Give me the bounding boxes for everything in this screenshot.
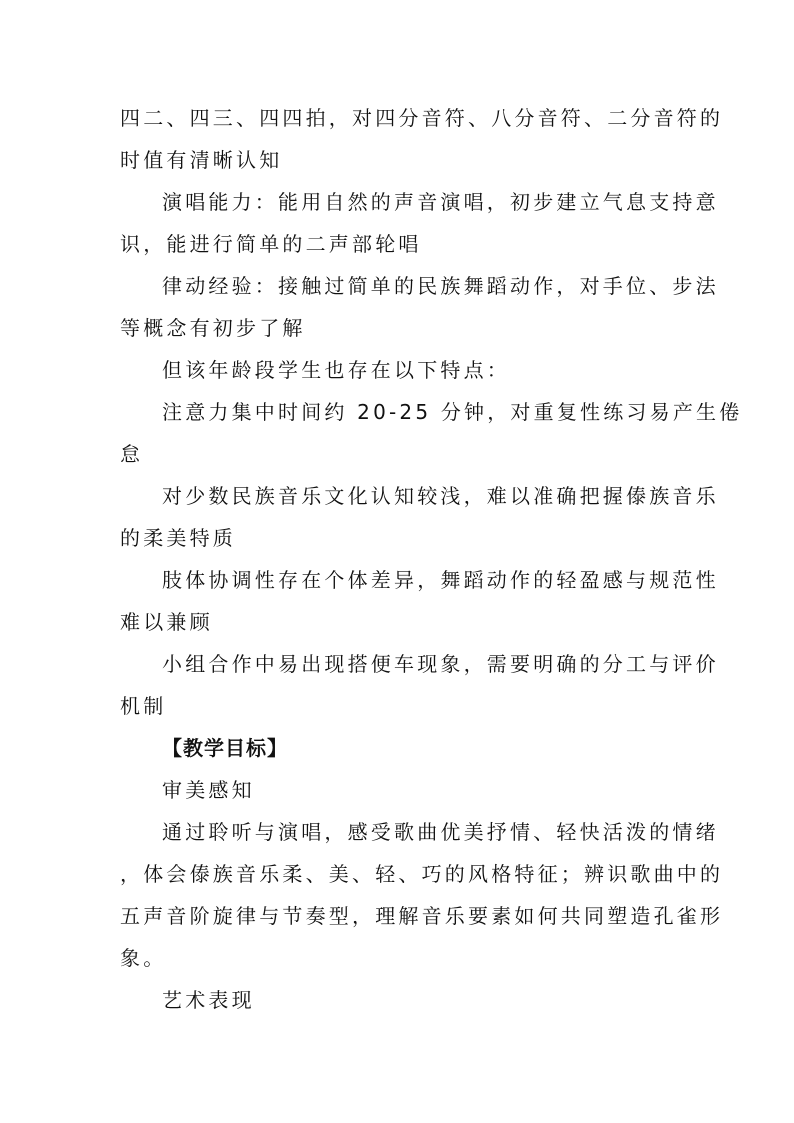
paragraph-line: 识，能进行简单的二声部轮唱 <box>120 232 422 256</box>
paragraph-line: 肢体协调性存在个体差异，舞蹈动作的轻盈感与规范性 <box>162 568 719 592</box>
paragraph-line: 五声音阶旋律与节奏型，理解音乐要素如何共同塑造孔雀形 <box>120 904 724 928</box>
paragraph-line: 难以兼顾 <box>120 610 213 634</box>
paragraph-line: 注意力集中时间约 20-25 分钟，对重复性练习易产生倦 <box>162 400 743 424</box>
subsection-heading: 审美感知 <box>162 778 255 802</box>
paragraph-line: 四二、四三、四四拍，对四分音符、八分音符、二分音符的 <box>120 106 724 130</box>
paragraph-line: 对少数民族音乐文化认知较浅，难以准确把握傣族音乐 <box>162 484 719 508</box>
paragraph-line: ，体会傣族音乐柔、美、轻、巧的风格特征；辨识歌曲中的 <box>120 862 724 886</box>
paragraph-line: 律动经验：接触过简单的民族舞蹈动作，对手位、步法 <box>162 274 719 298</box>
paragraph-line: 象。 <box>120 946 167 970</box>
paragraph-line: 通过聆听与演唱，感受歌曲优美抒情、轻快活泼的情绪 <box>162 820 719 844</box>
subsection-heading: 艺术表现 <box>162 988 255 1012</box>
paragraph-line: 但该年龄段学生也存在以下特点： <box>162 358 510 382</box>
paragraph-line: 小组合作中易出现搭便车现象，需要明确的分工与评价 <box>162 652 719 676</box>
paragraph-line: 时值有清晰认知 <box>120 148 283 172</box>
paragraph-line: 怠 <box>120 442 144 466</box>
paragraph-line: 演唱能力：能用自然的声音演唱，初步建立气息支持意 <box>162 190 719 214</box>
paragraph-line: 等概念有初步了解 <box>120 316 306 340</box>
section-heading: 【教学目标】 <box>162 736 288 760</box>
paragraph-line: 的柔美特质 <box>120 526 236 550</box>
paragraph-line: 机制 <box>120 694 167 718</box>
